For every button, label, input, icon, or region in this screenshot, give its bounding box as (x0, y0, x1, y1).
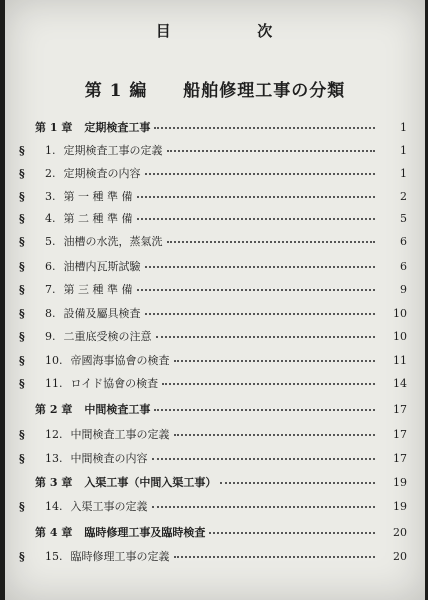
dot-leader (174, 556, 375, 558)
toc-entry-label (45, 305, 141, 321)
toc-page-number: 19 (393, 475, 407, 489)
toc-chapter-row (5, 398, 425, 420)
toc-entry-number: 第 1 章 (35, 121, 73, 134)
toc-section-row (5, 302, 425, 324)
toc-page-number: 20 (393, 549, 407, 563)
toc-entry-label (35, 401, 150, 417)
toc-page-number: 14 (393, 376, 407, 390)
section-mark: § (19, 143, 25, 157)
section-mark: § (19, 451, 25, 465)
toc-entry-number: 15. (45, 549, 63, 563)
toc-section-row (5, 545, 425, 567)
toc-page-number: 2 (400, 189, 407, 203)
toc-entry-number: 3. (45, 189, 56, 203)
toc-entry-label (45, 210, 133, 226)
toc-page-number: 10 (393, 306, 407, 320)
section-mark: § (19, 306, 25, 320)
toc-page-number: 9 (400, 282, 407, 296)
toc-page-number: 5 (400, 211, 407, 225)
toc-section-row (5, 372, 425, 394)
section-mark: § (19, 189, 25, 203)
toc-section-row (5, 230, 425, 252)
toc-section-row (5, 447, 425, 469)
toc-entry-number: 第 2 章 (35, 403, 73, 416)
dot-leader (145, 313, 375, 315)
toc-entry-title: 定期検査工事 (84, 121, 151, 134)
toc-section-row (5, 255, 425, 277)
toc-entry-label (45, 165, 141, 181)
toc-page-number: 1 (400, 143, 407, 157)
toc-entry-title: 第 三 種 準 備 (63, 283, 133, 296)
section-mark: § (19, 282, 25, 296)
toc-entry-label (35, 474, 216, 490)
toc-entry-number: 第 3 章 (35, 476, 73, 489)
toc-page-number: 6 (400, 259, 407, 273)
toc-chapter-row (5, 521, 425, 543)
toc-entry-label (45, 450, 148, 466)
toc-entry-label (45, 375, 158, 391)
section-mark: § (19, 376, 25, 390)
toc-entry-label (45, 233, 163, 249)
toc-entry-number: 14. (45, 499, 63, 513)
toc-entry-title: 第 一 種 準 備 (63, 190, 133, 203)
toc-entry-title: 定期検査工事の定義 (63, 144, 163, 157)
part-title: 船舶修理工事の分類 (183, 81, 346, 101)
dot-leader (167, 241, 375, 243)
section-mark: § (19, 427, 25, 441)
dot-leader (162, 383, 375, 385)
toc-page-number: 17 (393, 402, 407, 416)
toc-entry-label (35, 119, 150, 135)
toc-page-number: 19 (393, 499, 407, 513)
toc-section-row (5, 423, 425, 445)
toc-entry-title: 中間検査工事の定義 (70, 428, 170, 441)
toc-entry-title: 入渠工事（中間入渠工事） (84, 476, 217, 489)
toc-entry-label (45, 498, 148, 514)
toc-entry-label (45, 142, 163, 158)
toc-entry-title: 二重底受検の注意 (63, 330, 152, 343)
toc-chapter-row (5, 471, 425, 493)
section-mark: § (19, 211, 25, 225)
toc-entry-number: 4. (45, 211, 56, 225)
dot-leader (137, 196, 375, 198)
toc-entry-number: 第 4 章 (35, 526, 73, 539)
toc-section-row (5, 278, 425, 300)
toc-section-row (5, 139, 425, 161)
toc-entry-title: 定期検査の内容 (63, 167, 141, 180)
dot-leader (137, 289, 375, 291)
toc-entry-number: 11. (45, 376, 63, 390)
toc-section-row (5, 495, 425, 517)
toc-entry-number: 7. (45, 282, 56, 296)
toc-entry-title: 中間検査の内容 (70, 452, 148, 465)
toc-chapter-row (5, 116, 425, 138)
toc-entry-title: 臨時修理工事の定義 (70, 550, 170, 563)
toc-section-row (5, 162, 425, 184)
dot-leader (152, 458, 375, 460)
section-mark: § (19, 234, 25, 248)
toc-entry-label (45, 548, 170, 564)
toc-entry-title: 設備及屬具検査 (63, 307, 141, 320)
dot-leader (167, 150, 375, 152)
toc-section-row (5, 185, 425, 207)
toc-entry-number: 2. (45, 166, 56, 180)
toc-entry-number: 1. (45, 143, 56, 157)
toc-page-number: 17 (393, 451, 407, 465)
toc-entry-number: 10. (45, 353, 63, 367)
dot-leader (156, 336, 375, 338)
book-page (5, 0, 425, 600)
toc-entry-number: 8. (45, 306, 56, 320)
section-mark: § (19, 549, 25, 563)
toc-entry-label (35, 524, 205, 540)
page-title (5, 20, 425, 41)
toc-entry-title: 帝國海事協會の検査 (70, 354, 170, 367)
toc-page-number: 11 (393, 353, 407, 367)
section-mark: § (19, 259, 25, 273)
dot-leader (174, 434, 375, 436)
toc-page-number: 6 (400, 234, 407, 248)
toc-entry-label (45, 281, 133, 297)
dot-leader (154, 409, 375, 411)
section-mark: § (19, 353, 25, 367)
toc-section-row (5, 325, 425, 347)
toc-entry-label (45, 352, 170, 368)
toc-page-number: 1 (400, 120, 407, 134)
toc-page-number: 20 (393, 525, 407, 539)
dot-leader (145, 266, 375, 268)
toc-entry-number: 13. (45, 451, 63, 465)
toc-section-row (5, 349, 425, 371)
toc-entry-title: ロイド協會の検査 (70, 377, 159, 390)
section-mark: § (19, 329, 25, 343)
toc-section-row (5, 207, 425, 229)
dot-leader (137, 218, 375, 220)
toc-entry-title: 第 二 種 準 備 (63, 212, 133, 225)
toc-entry-title: 入渠工事の定義 (70, 500, 148, 513)
toc-entry-title: 臨時修理工事及臨時検査 (84, 526, 206, 539)
toc-entry-title: 中間検査工事 (84, 403, 151, 416)
toc-entry-number: 9. (45, 329, 56, 343)
toc-entry-label (45, 188, 133, 204)
toc-entry-number: 12. (45, 427, 63, 441)
section-mark: § (19, 499, 25, 513)
toc-page-number: 1 (400, 166, 407, 180)
part-heading (5, 76, 425, 101)
dot-leader (154, 127, 375, 129)
toc-entry-number: 6. (45, 259, 56, 273)
page-title-char-2: 次 (257, 22, 275, 40)
section-mark: § (19, 166, 25, 180)
dot-leader (220, 482, 375, 484)
toc-entry-label (45, 258, 141, 274)
dot-leader (152, 506, 375, 508)
toc-entry-title: 油槽の水洗，蒸氣洗 (63, 235, 163, 248)
toc-page-number: 17 (393, 427, 407, 441)
dot-leader (209, 532, 375, 534)
toc-entry-label (45, 328, 152, 344)
dot-leader (174, 360, 375, 362)
toc-page-number: 10 (393, 329, 407, 343)
dot-leader (145, 173, 375, 175)
toc-entry-title: 油槽内瓦斯試驗 (63, 260, 141, 273)
part-number: 第 1 編 (84, 81, 148, 101)
page-title-char-1: 目 (155, 22, 173, 40)
toc-entry-label (45, 426, 170, 442)
toc-entry-number: 5. (45, 234, 56, 248)
